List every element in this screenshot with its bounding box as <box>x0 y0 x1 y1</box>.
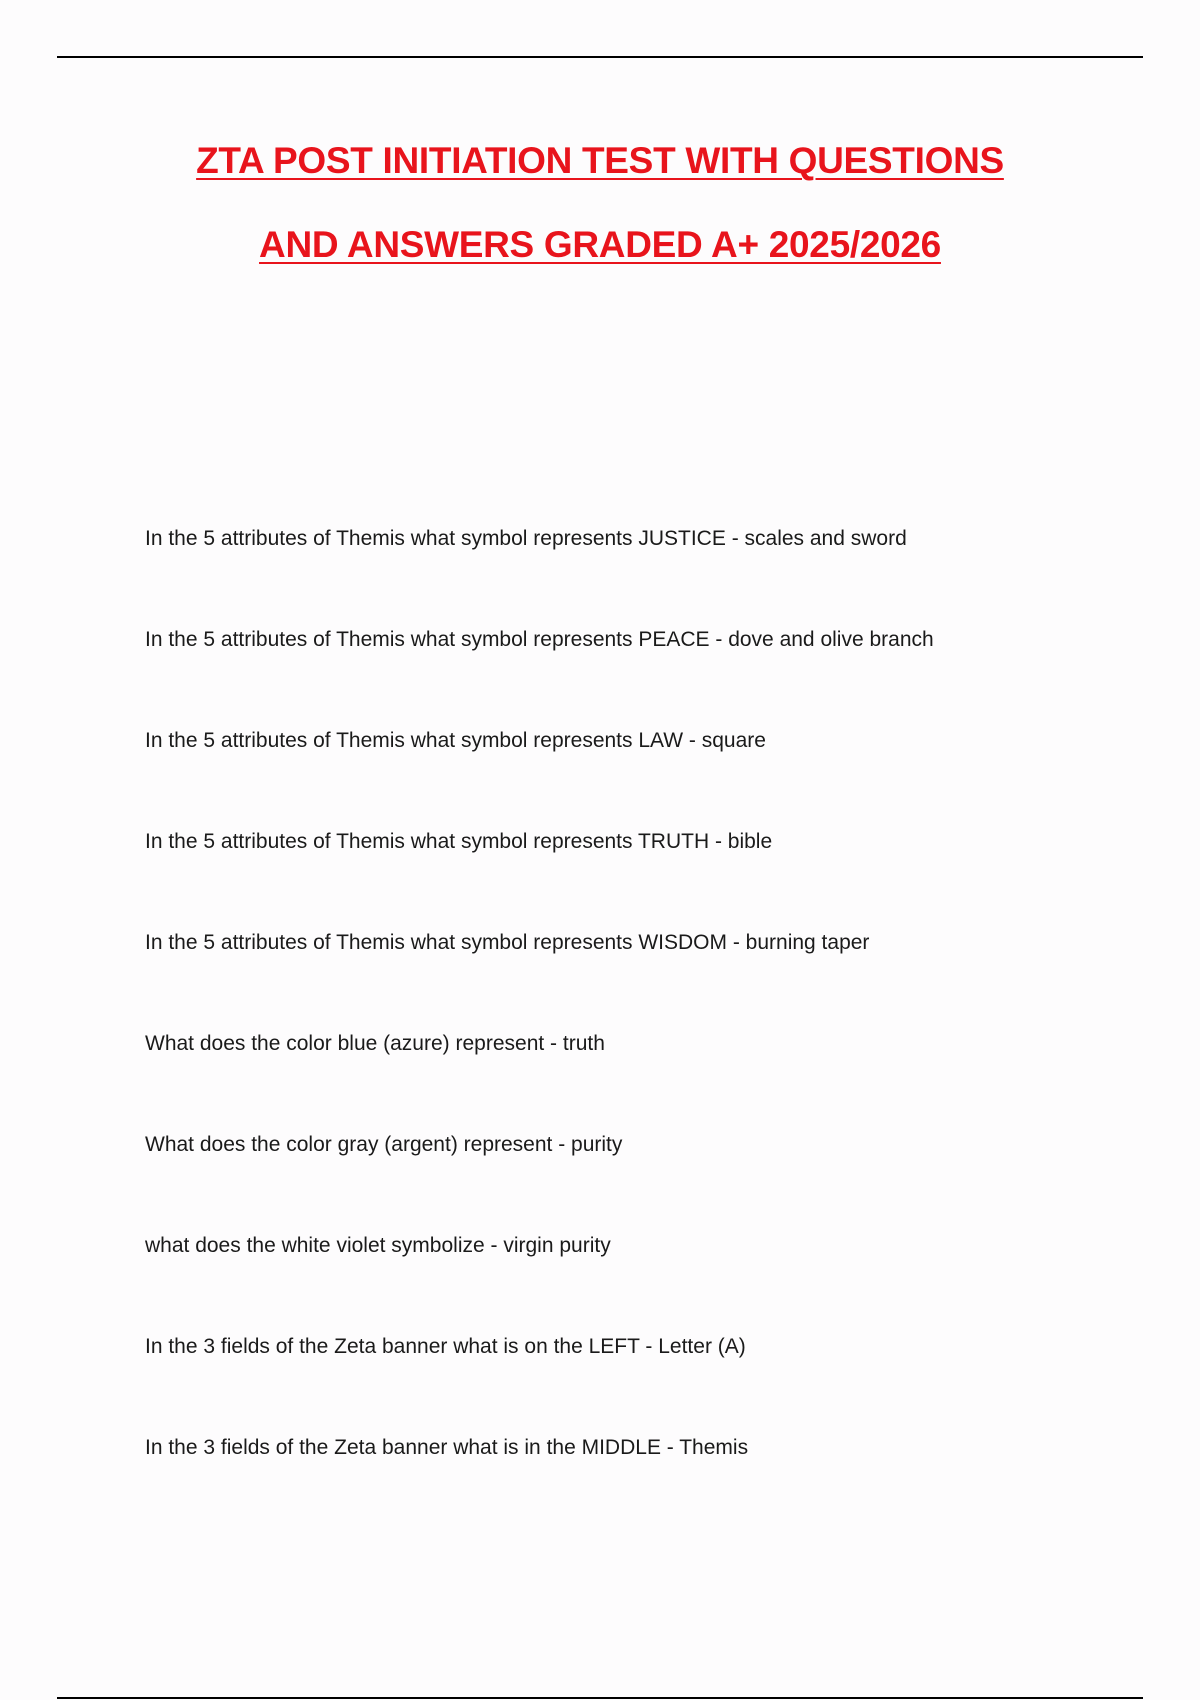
qa-item: What does the color gray (argent) represent - purity <box>145 1133 623 1156</box>
question-answer-list <box>145 524 1145 1534</box>
title-line-2: AND ANSWERS GRADED A+ 2025/2026 <box>259 224 941 265</box>
qa-item: what does the white violet symbolize - virgin purity <box>145 1234 611 1257</box>
qa-item: In the 5 attributes of Themis what symbol represents TRUTH - bible <box>145 830 773 853</box>
title-line-1: ZTA POST INITIATION TEST WITH QUESTIONS <box>196 140 1004 181</box>
top-rule <box>57 56 1143 58</box>
qa-item: In the 3 fields of the Zeta banner what is on the LEFT - Letter (A) <box>145 1335 746 1358</box>
bottom-rule <box>57 1697 1143 1699</box>
qa-item: In the 5 attributes of Themis what symbol represents LAW - square <box>145 729 766 752</box>
qa-item: In the 5 attributes of Themis what symbol represents PEACE - dove and olive branch <box>145 628 934 651</box>
qa-item: In the 5 attributes of Themis what symbol represents JUSTICE - scales and sword <box>145 527 907 550</box>
qa-item: In the 3 fields of the Zeta banner what is in the MIDDLE - Themis <box>145 1436 749 1459</box>
qa-item: In the 5 attributes of Themis what symbol represents WISDOM - burning taper <box>145 931 870 954</box>
document-title <box>0 138 1200 268</box>
qa-item: What does the color blue (azure) represent - truth <box>145 1032 605 1055</box>
